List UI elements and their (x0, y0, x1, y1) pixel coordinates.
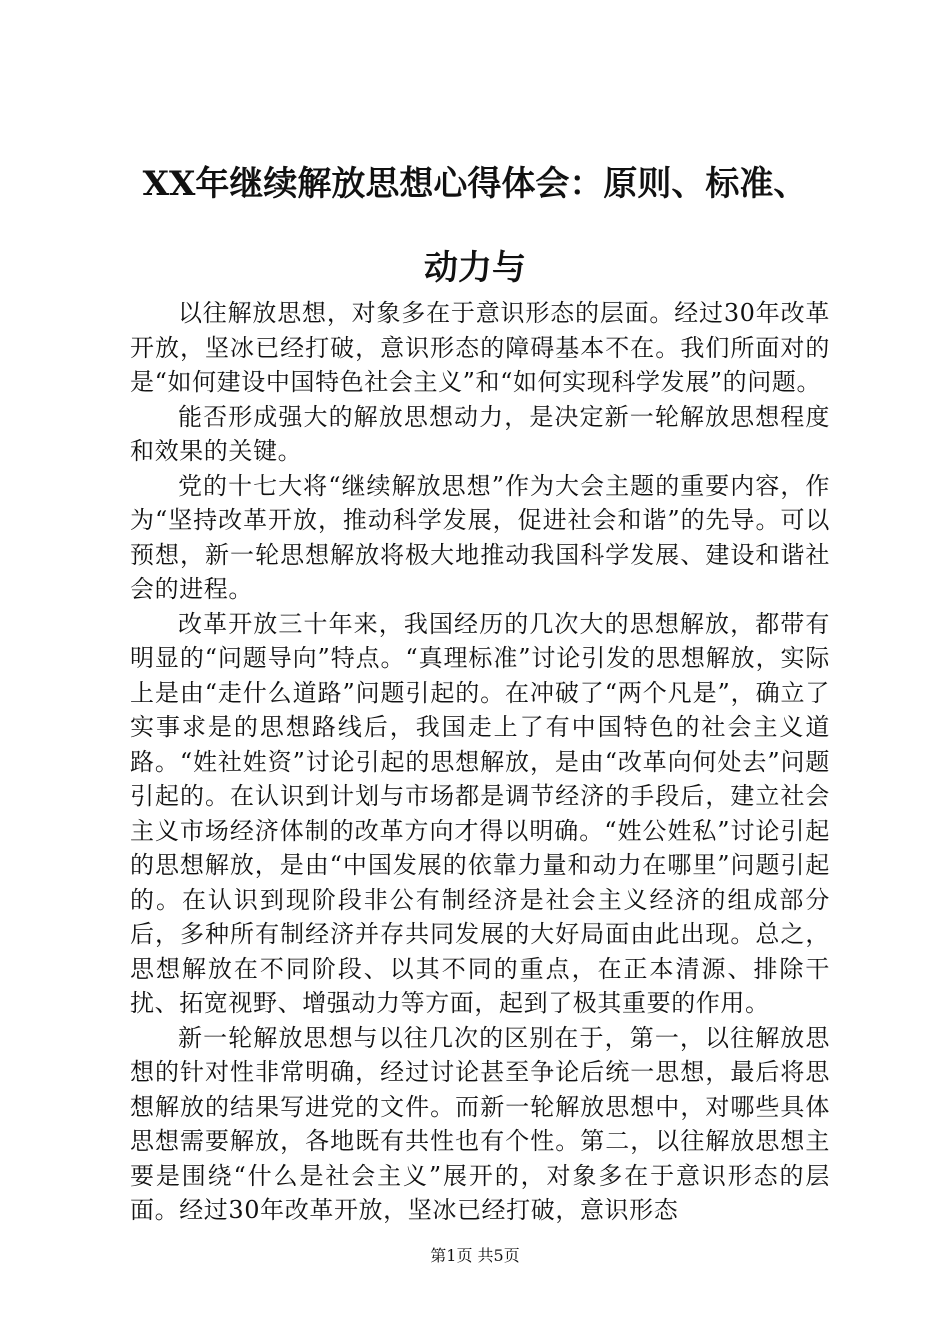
paragraph: 党的十七大将“继续解放思想”作为大会主题的重要内容，作为“坚持改革开放，推动科学发展，促进社会和谐”的先导。可以预想，新一轮思想解放将极大地推动我国科学发展、建设和谐社会的进程。 (130, 471, 830, 603)
paragraph: 新一轮解放思想与以往几次的区别在于，第一，以往解放思想的针对性非常明确，经过讨论甚至争论后统一思想，最后将思想解放的结果写进党的文件。而新一轮解放思想中，对哪些具体思想需要解放，各地既有共性也有个性。第二，以往解放思想主要是围绕“什么是社会主义”展开的，对象多在于意识形态的层面。经过30年改革开放，坚冰已经打破，意识形态 (130, 1023, 830, 1224)
document-title-line-2: 动力与 (424, 248, 526, 288)
paragraph: 改革开放三十年来，我国经历的几次大的思想解放，都带有明显的“问题导向”特点。“真理标准”讨论引发的思想解放，实际上是由“走什么道路”问题引起的。在冲破了“两个凡是”，确立了实事求是的思想路线后，我国走上了有中国特色的社会主义道路。“姓社姓资”讨论引起的思想解放，是由“改革向何处去”问题引起的。在认识到计划与市场都是调节经济的手段后，建立社会主义市场经济体制的改革方向才得以明确。“姓公姓私”讨论引起的思想解放，是由“中国发展的依靠力量和动力在哪里”问题引起的。在认识到现阶段非公有制经济是社会主义经济的组成部分后，多种所有制经济并存共同发展的大好局面由此出现。总之，思想解放在不同阶段、以其不同的重点，在正本清源、排除干扰、拓宽视野、增强动力等方面，起到了极其重要的作用。 (130, 609, 830, 1017)
paragraph: 能否形成强大的解放思想动力，是决定新一轮解放思想程度和效果的关键。 (130, 402, 830, 465)
document-title-line-1: XX年继续解放思想心得体会：原则、标准、 (142, 164, 808, 204)
page-number-footer: 第1页 共5页 (430, 1246, 520, 1265)
document-body (130, 296, 830, 1228)
paragraph: 以往解放思想，对象多在于意识形态的层面。经过30年改革开放，坚冰已经打破，意识形态的障碍基本不在。我们所面对的是“如何建设中国特色社会主义”和“如何实现科学发展”的问题。 (130, 299, 830, 396)
